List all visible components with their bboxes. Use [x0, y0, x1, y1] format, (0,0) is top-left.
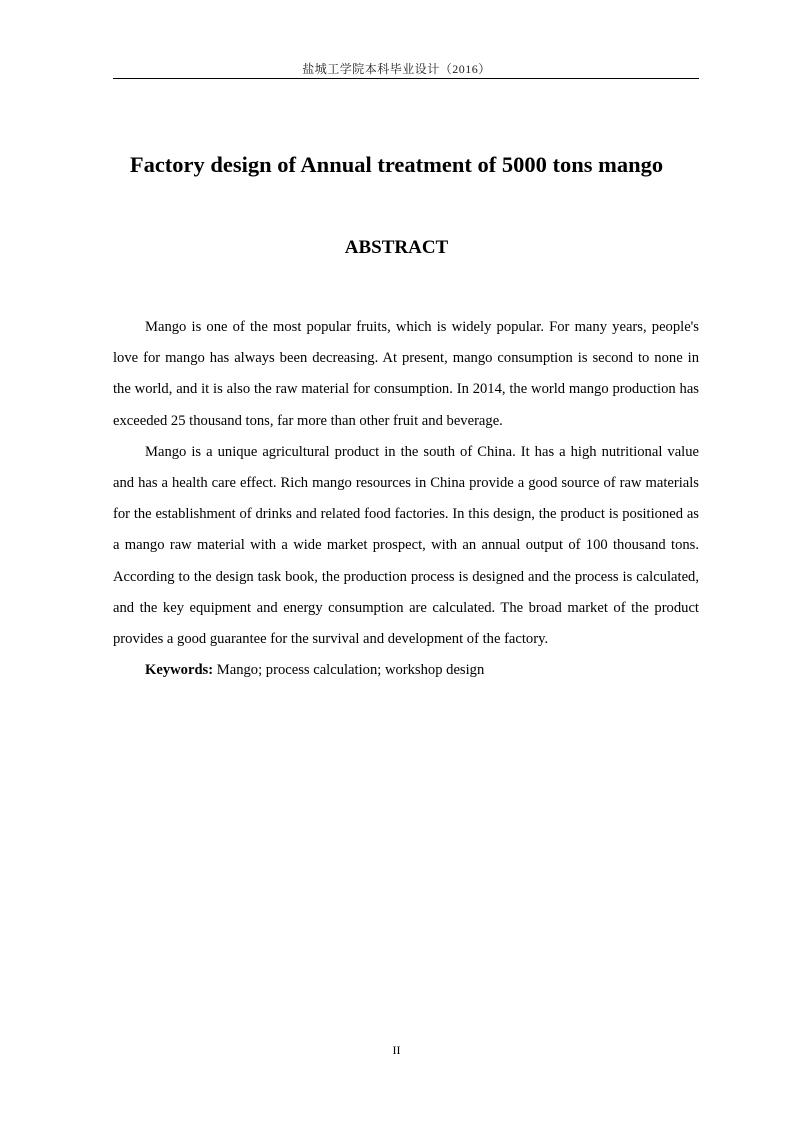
- keywords-text: Mango; process calculation; workshop design: [213, 662, 485, 679]
- keywords-label: Keywords:: [145, 662, 214, 679]
- page-number: II: [392, 1043, 401, 1057]
- keywords-line: [113, 655, 699, 686]
- abstract-paragraph-2: Mango is a unique agricultural product in the south of China. It has a high nutritional value and has a health care effect. Rich mango resources in China provide a good source of raw materials for the establishment of drinks and related food factories. In this design, the product is positioned as a mango raw material with a wide market prospect, with an annual output of 100 thousand tons. According to the design task book, the production process is designed and the process is calculated, and the key equipment and energy consumption are calculated. The broad market of the product provides a good guarantee for the survival and development of the factory.: [113, 443, 699, 648]
- abstract-paragraph-1: Mango is one of the most popular fruits, which is widely popular. For many years, people's love for mango has always been decreasing. At present, mango consumption is second to none in the world, and it is also the raw material for consumption. In 2014, the world mango production has exceeded 25 thousand tons, far more than other fruit and beverage.: [113, 319, 699, 429]
- abstract-body: [113, 312, 699, 686]
- running-header: 盐城工学院本科毕业设计（2016）: [302, 62, 491, 76]
- abstract-heading: ABSTRACT: [344, 237, 449, 258]
- header-divider: [113, 78, 699, 79]
- document-title: Factory design of Annual treatment of 5000 tons mango: [129, 152, 664, 177]
